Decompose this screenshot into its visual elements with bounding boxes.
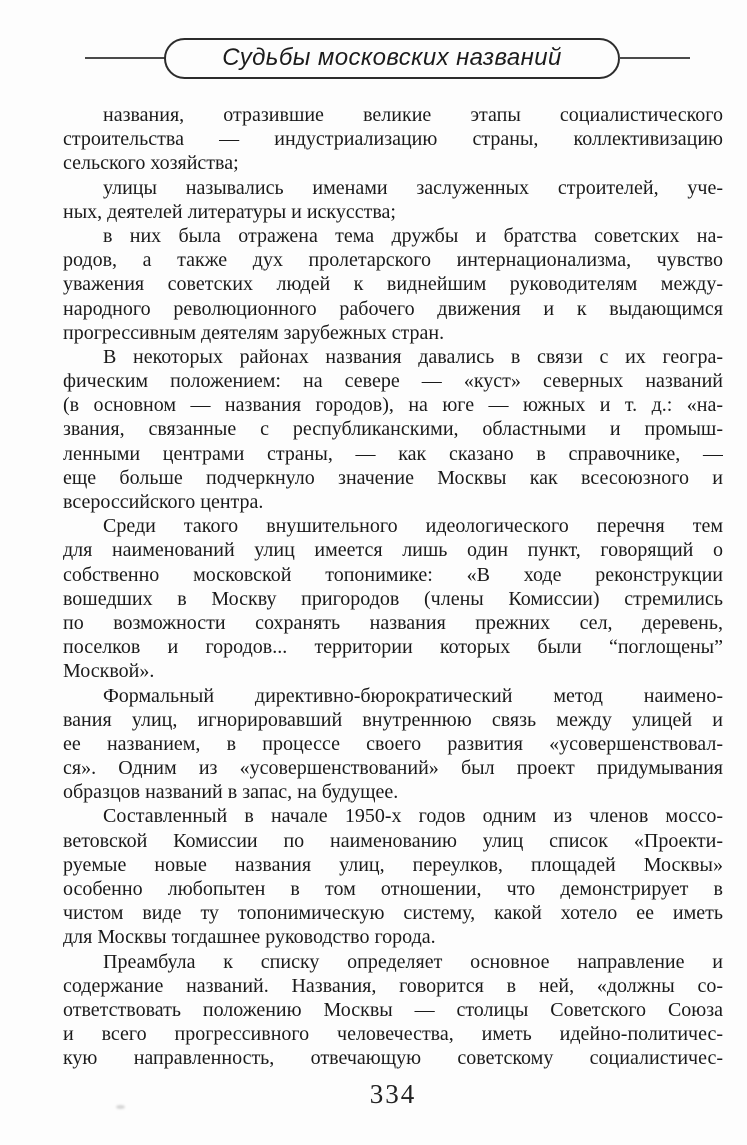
chapter-title-banner — [164, 38, 620, 79]
text-line: по возможности сохранять названия прежних сел, деревень, — [63, 611, 723, 634]
chapter-title: Судьбы московских названий — [222, 43, 562, 71]
header-rule-left — [85, 57, 165, 59]
text-line: названия, отразившие великие этапы социалистического — [103, 104, 723, 126]
text-line: сельского хозяйства; — [63, 152, 239, 175]
text-line: Составленный в начале 1950-х годов одним из членов моссо- — [103, 805, 723, 828]
text-line: родов, а также дух пролетарского интернационализма, чувство — [63, 249, 723, 272]
text-line: звания, связанные с республиканскими, областными и промыш- — [63, 418, 723, 441]
text-line: образцов названий в запас, на будущее. — [63, 781, 399, 804]
text-line: руемые новые названия улиц, переулков, площадей Москвы» — [63, 853, 723, 876]
body-text — [63, 103, 723, 1071]
header-rule-right — [619, 57, 690, 59]
text-line: народного революционного рабочего движения и к выдающимся — [63, 297, 723, 320]
text-line: еще больше подчеркнуло значение Москвы как всесоюзного и — [63, 466, 723, 489]
text-line: для Москвы тогдашнее руководство города. — [63, 926, 436, 949]
text-line: вания улиц, игнорировавший внутреннюю связь между улицей и — [63, 708, 723, 731]
text-line: чистом виде ту топонимическую систему, какой хотело ее иметь — [63, 902, 723, 925]
scan-artifact — [116, 1105, 125, 1109]
text-line: строительства — индустриализацию страны, коллективизацию — [63, 128, 723, 151]
text-line: прогрессивным деятелям зарубежных стран. — [63, 321, 445, 344]
text-line: Среди такого внушительного идеологического перечня тем — [103, 515, 723, 538]
text-line: особенно любопытен в том отношении, что демонстрирует в — [63, 878, 723, 900]
text-line: ленными центрами страны, — как сказано в справочнике, — — [63, 442, 723, 465]
text-line: Москвой». — [63, 660, 155, 683]
text-line: поселков и городов... территории которых были “поглощены” — [63, 636, 723, 659]
text-line: для наименований улиц имеется лишь один пункт, говорящий о — [63, 539, 723, 562]
text-line: (в основном — названия городов), на юге — южных и т. д.: «на- — [63, 394, 723, 417]
text-line: В некоторых районах названия давались в связи с их геогра- — [103, 345, 723, 368]
text-line: всероссийского центра. — [63, 491, 264, 513]
text-line: ных, деятелей литературы и искусства; — [63, 200, 396, 223]
text-line: ее названием, в процессе своего развития «усовершенствовал- — [63, 732, 723, 755]
text-line: содержание названий. Названия, говорится в ней, «должны со- — [63, 974, 723, 997]
text-line: ся». Одним из «усовершенствований» был проект придумывания — [63, 757, 723, 780]
text-line: Формальный директивно-бюрократический метод наимено- — [103, 684, 723, 707]
text-line: Преамбула к списку определяет основное направление и — [103, 950, 723, 973]
text-line: уважения советских людей к виднейшим руководителям между- — [63, 273, 723, 296]
text-line: ветовской Комиссии по наименованию улиц список «Проекти- — [63, 829, 723, 852]
page-number: 334 — [369, 1079, 417, 1109]
text-line: и всего прогрессивного человечества, иметь идейно-политичес- — [63, 1023, 723, 1046]
text-line: улицы назывались именами заслуженных строителей, уче- — [103, 176, 723, 199]
text-line: ответствовать положению Москвы — столицы Советского Союза — [63, 998, 723, 1021]
text-line: фическим положением: на севере — «куст» северных названий — [63, 370, 723, 393]
text-line: в них была отражена тема дружбы и братства советских на- — [103, 224, 723, 247]
text-line: собственно московской топонимике: «В ходе реконструкции — [63, 563, 723, 586]
text-line: кую направленность, отвечающую советскому социалистичес- — [63, 1047, 723, 1070]
text-line: вошедших в Москву пригородов (члены Комиссии) стремились — [63, 587, 723, 610]
